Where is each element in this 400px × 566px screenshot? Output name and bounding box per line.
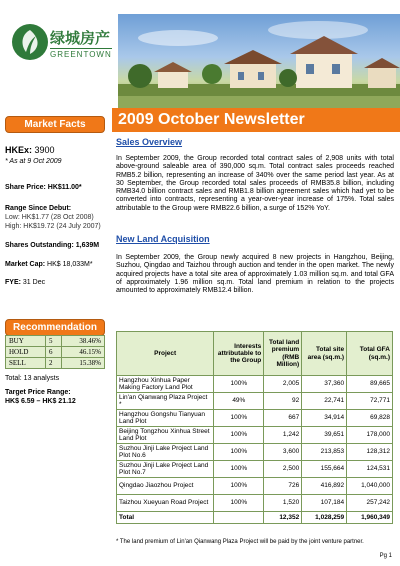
range-label: Range Since Debut: — [5, 205, 72, 212]
interest: 100% — [214, 461, 264, 478]
fye — [5, 278, 111, 287]
table-header-row — [117, 332, 393, 376]
table-row — [117, 461, 393, 478]
site-area: 155,664 — [302, 461, 347, 478]
recommendation-header: Recommendation — [5, 319, 105, 336]
reco-row-hold — [6, 347, 105, 358]
site-area: 416,892 — [302, 478, 347, 495]
total-gfa: 72,771 — [347, 393, 393, 410]
table-row — [117, 410, 393, 427]
interest: 100% — [214, 376, 264, 393]
land-acquisition-body: In September 2009, the Group newly acquired 8 new projects in Hangzhou, Beijing, Suzhou, Qingdao and Taizhou through auction and tender in the open market. The newly acquired projects have a total site area of approximately 1.03 million sq.m. and total GFA of approximately 1.96 million sq.m. Total land premium in relation to the projects amounted to approximately RMB12.4 billion. — [116, 254, 394, 295]
table-row — [117, 393, 393, 410]
total-land-premium: 12,352 — [264, 512, 302, 524]
land-premium: 1,520 — [264, 495, 302, 512]
interest: 100% — [214, 495, 264, 512]
total-gfa-sum: 1,960,349 — [347, 512, 393, 524]
reco-count: 5 — [45, 336, 61, 347]
interest: 100% — [214, 427, 264, 444]
market-cap-label: Market Cap: — [5, 261, 46, 268]
target-price-label: Target Price Range: — [5, 389, 71, 396]
interest: 100% — [214, 444, 264, 461]
interest: 100% — [214, 478, 264, 495]
interest: 49% — [214, 393, 264, 410]
site-area: 39,651 — [302, 427, 347, 444]
land-premium: 2,500 — [264, 461, 302, 478]
fye-value: 31 Dec — [22, 279, 46, 286]
total-gfa: 124,531 — [347, 461, 393, 478]
project-name: Hangzhou Gongshu Tianyuan Land Plot — [117, 410, 214, 427]
project-name: Hangzhou Xinhua Paper Making Factory Land Plot — [117, 376, 214, 393]
logo-chinese-name: 绿城房产 — [50, 29, 111, 47]
table-row — [117, 444, 393, 461]
market-cap-value: HK$ 18,033M* — [47, 261, 93, 268]
table-footnote: * The land premium of Lin'an Qianwang Plaza Project will be paid by the joint venture partner. — [116, 539, 364, 545]
col-site-area: Total site area (sq.m.) — [302, 332, 347, 376]
greentown-logo — [12, 24, 112, 64]
reco-pct: 38.46% — [61, 336, 104, 347]
total-label: Total — [117, 512, 214, 524]
header-villa-photo — [118, 14, 400, 110]
fye-label: FYE: — [5, 279, 21, 286]
hkex-code: 3900 — [34, 145, 55, 155]
table-row — [117, 478, 393, 495]
total-gfa: 1,040,000 — [347, 478, 393, 495]
interest: 100% — [214, 410, 264, 427]
as-of-date: * As at 9 Oct 2009 — [5, 158, 62, 165]
reco-row-sell — [6, 358, 105, 369]
land-premium: 3,600 — [264, 444, 302, 461]
leaf-logo-icon — [12, 24, 48, 60]
shares-outstanding: Shares Outstanding: 1,639M — [5, 242, 100, 249]
table-total-row — [117, 512, 393, 524]
target-price-value: HK$ 6.59 – HK$ 21.12 — [5, 398, 76, 405]
sales-overview-body: In September 2009, the Group recorded total contract sales of 2,908 units with total above-ground saleable area of 390,000 sq.m. Total contract sales proceeds reached RMB5.2 billion, representing an increase of 340% over the same period last year. As at 30 September, the Group recorded total sales proceeds of RMB35.8 billion, including RMB34.0 billion contract sales and RMB1.8 billion agreement sales which had yet to be converted into contracts, representing a year-over-year increase of 175%. Total sales attributable to the Group were RMB22.6 billion, a surge of 152% YoY. — [116, 155, 394, 212]
site-area: 107,184 — [302, 495, 347, 512]
total-interest — [214, 512, 264, 524]
reco-label: HOLD — [6, 347, 46, 358]
hkex-ticker — [5, 146, 111, 155]
share-price: Share Price: HK$11.00* — [5, 184, 82, 191]
land-premium: 1,242 — [264, 427, 302, 444]
range-low: Low: HK$1.77 (28 Oct 2008) — [5, 214, 94, 221]
site-area: 22,741 — [302, 393, 347, 410]
land-premium: 2,005 — [264, 376, 302, 393]
newsletter-title: 2009 October Newsletter — [112, 108, 400, 132]
market-facts-header: Market Facts — [5, 116, 105, 133]
total-site-area: 1,028,259 — [302, 512, 347, 524]
site-area: 34,914 — [302, 410, 347, 427]
project-name: Qingdao Jiaozhou Project — [117, 478, 214, 495]
land-premium: 667 — [264, 410, 302, 427]
recommendation-table — [5, 335, 105, 369]
land-premium: 92 — [264, 393, 302, 410]
project-name: Suzhou Jinji Lake Project Land Plot No.7 — [117, 461, 214, 478]
reco-pct: 46.15% — [61, 347, 104, 358]
range-high: High: HK$19.72 (24 July 2007) — [5, 223, 101, 230]
total-gfa: 69,828 — [347, 410, 393, 427]
col-project: Project — [117, 332, 214, 376]
reco-pct: 15.38% — [61, 358, 104, 369]
market-cap — [5, 260, 111, 269]
project-name: Lin'an Qianwang Plaza Project * — [117, 393, 214, 410]
col-interests: Interests attributable to the Group — [214, 332, 264, 376]
col-total-gfa: Total GFA (sq.m.) — [347, 332, 393, 376]
site-area: 37,360 — [302, 376, 347, 393]
reco-label: BUY — [6, 336, 46, 347]
total-gfa: 128,312 — [347, 444, 393, 461]
total-analysts: Total: 13 analysts — [5, 375, 60, 382]
site-area: 213,853 — [302, 444, 347, 461]
project-name: Beijing Tongzhou Xinhua Street Land Plot — [117, 427, 214, 444]
reco-count: 2 — [45, 358, 61, 369]
col-land-premium: Total land premium (RMB Million) — [264, 332, 302, 376]
reco-count: 6 — [45, 347, 61, 358]
land-premium: 726 — [264, 478, 302, 495]
table-row — [117, 495, 393, 512]
logo-english-name: GREENTOWN — [50, 50, 112, 59]
total-gfa: 89,665 — [347, 376, 393, 393]
table-row — [117, 427, 393, 444]
land-acquisition-heading: New Land Acquisition — [116, 234, 210, 244]
project-name: Taizhou Xueyuan Road Project — [117, 495, 214, 512]
total-gfa: 178,000 — [347, 427, 393, 444]
reco-label: SELL — [6, 358, 46, 369]
page-number: Pg 1 — [379, 553, 392, 559]
hkex-label: HKEx: — [5, 145, 33, 155]
table-row — [117, 376, 393, 393]
reco-row-buy — [6, 336, 105, 347]
total-gfa: 257,242 — [347, 495, 393, 512]
land-projects-table — [116, 331, 393, 524]
project-name: Suzhou Jinji Lake Project Land Plot No.6 — [117, 444, 214, 461]
sales-overview-heading: Sales Overview — [116, 137, 183, 147]
